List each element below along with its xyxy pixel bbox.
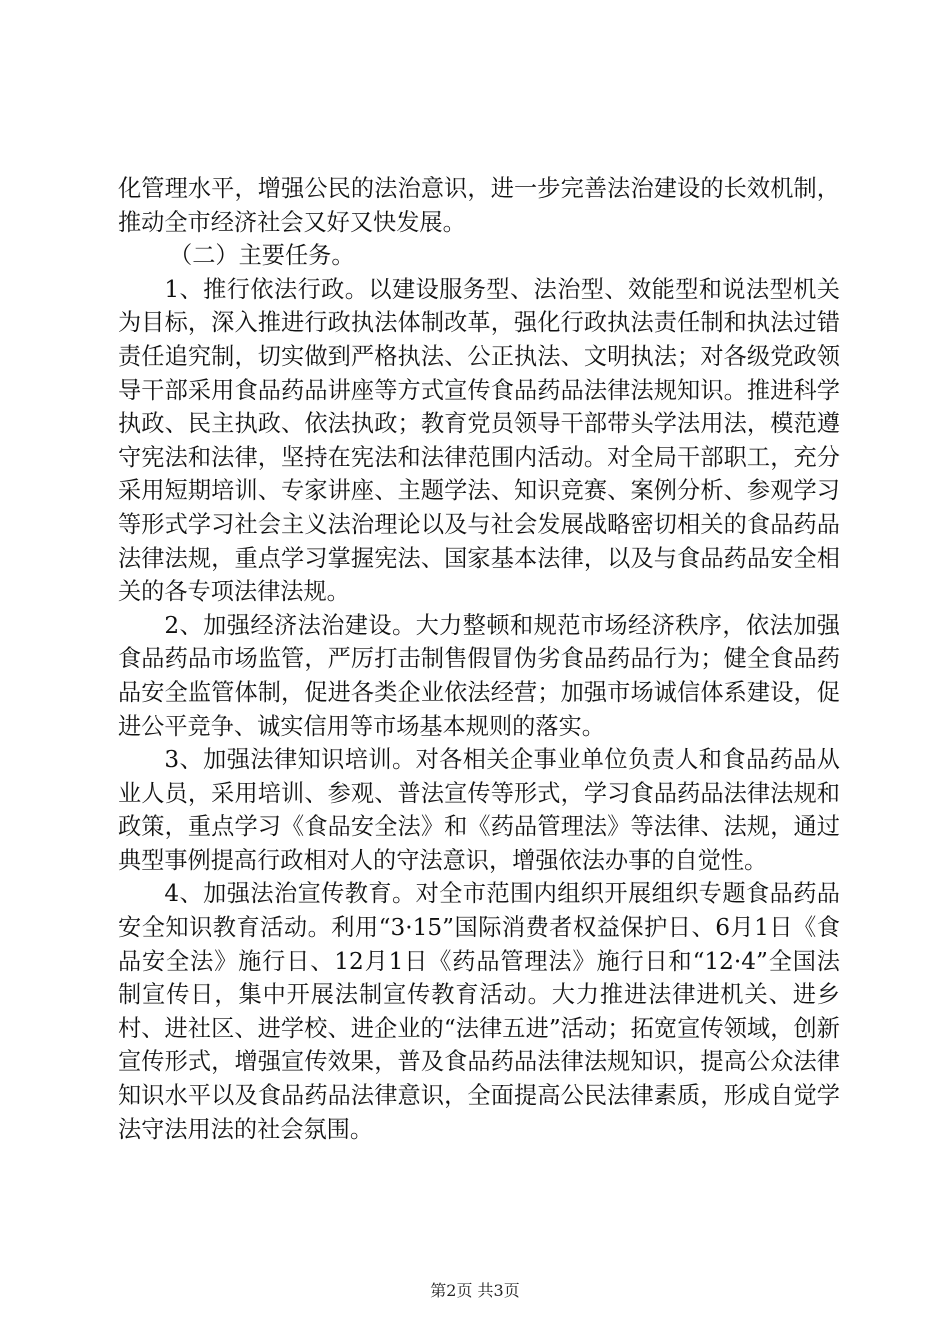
document-body — [118, 172, 840, 1146]
section-heading-main-tasks: （二）主要任务。 — [169, 242, 355, 270]
page-number-footer: 第2页 共3页 — [430, 1281, 520, 1300]
paragraph-task-2: 2、加强经济法治建设。大力整顿和规范市场经济秩序，依法加强食品药品市场监管，严厉打击制售假冒伪劣食品药品行为；健全食品药品安全监管体制，促进各类企业依法经营；加强市场诚信体系建设，促进公平竞争、诚实信用等市场基本规则的落实。 — [118, 611, 840, 740]
paragraph-task-1: 1、推行依法行政。以建设服务型、法治型、效能型和说法型机关为目标，深入推进行政执法体制改革，强化行政执法责任制和执法过错责任追究制，切实做到严格执法、公正执法、文明执法；对各级党政领导干部采用食品药品讲座等方式宣传食品药品法律法规知识。推进科学执政、民主执政、依法执政；教育党员领导干部带头学法用法，模范遵守宪法和法律，坚持在宪法和法律范围内活动。对全局干部职工，充分采用短期培训、专家讲座、主题学法、知识竞赛、案例分析、参观学习等形式学习社会主义法治理论以及与社会发展战略密切相关的食品药品法律法规，重点学习掌握宪法、国家基本法律，以及与食品药品安全相关的各专项法律法规。 — [118, 275, 840, 606]
paragraph-task-4: 4、加强法治宣传教育。对全市范围内组织开展组织专题食品药品安全知识教育活动。利用“3·15”国际消费者权益保护日、6月1日《食品安全法》施行日、12月1日《药品管理法》施行日和“12·4”全国法制宣传日，集中开展法制宣传教育活动。大力推进法律进机关、进乡村、进社区、进学校、进企业的“法律五进”活动；拓宽宣传领域，创新宣传形式，增强宣传效果，普及食品药品法律法规知识，提高公众法律知识水平以及食品药品法律意识，全面提高公民法律素质，形成自觉学法守法用法的社会氛围。 — [118, 880, 840, 1143]
paragraph-continuation: 化管理水平，增强公民的法治意识，进一步完善法治建设的长效机制，推动全市经济社会又好又快发展。 — [118, 175, 840, 236]
paragraph-task-3: 3、加强法律知识培训。对各相关企事业单位负责人和食品药品从业人员，采用培训、参观、普法宣传等形式，学习食品药品法律法规和政策，重点学习《食品安全法》和《药品管理法》等法律、法规，通过典型事例提高行政相对人的守法意识，增强依法办事的自觉性。 — [118, 746, 840, 874]
